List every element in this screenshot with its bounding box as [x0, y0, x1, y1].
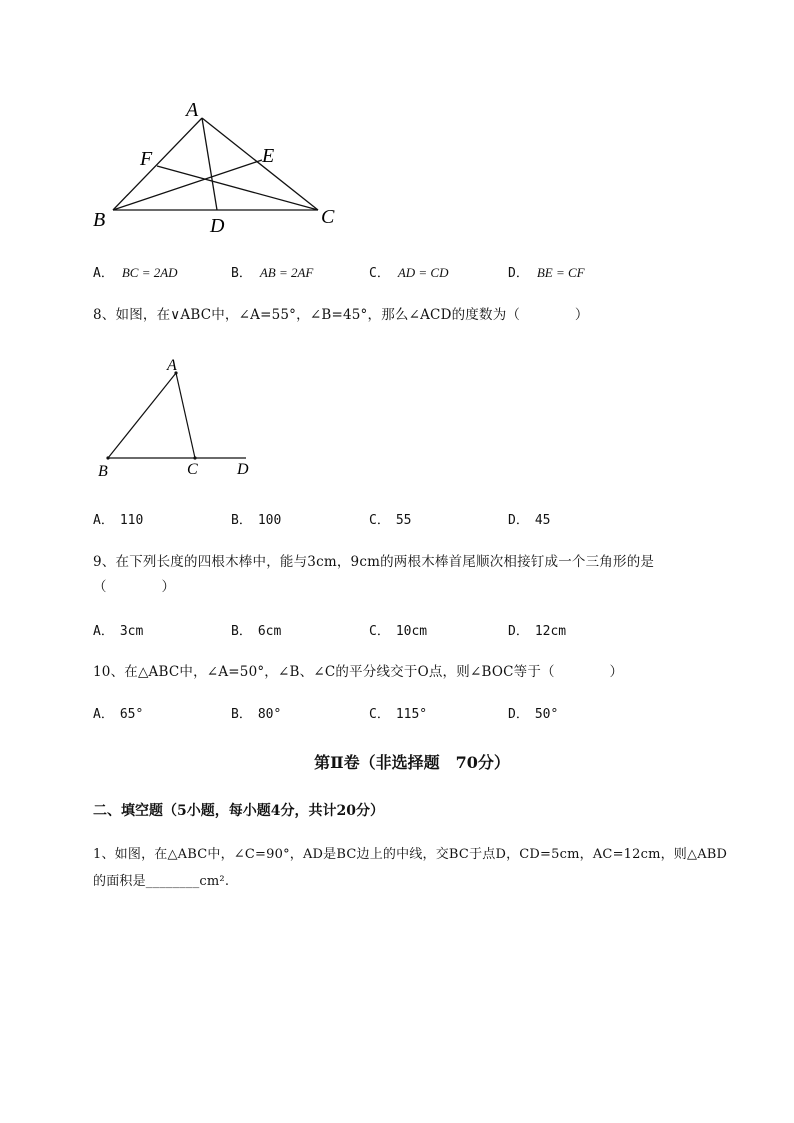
q7-option-b: B． AB = 2AF	[231, 265, 314, 281]
fill-q1-line1: 1、如图，在△ABC中，∠C=90°，AD是BC边上的中线，交BC于点D，CD=5cm，AC=12cm，则△ABD	[93, 847, 728, 862]
q10-option-d: D． 50°	[508, 707, 559, 722]
q9-stem-line1: 9、在下列长度的四根木棒中，能与3cm，9cm的两根木棒首尾顺次相接钉成一个三角形的是	[93, 554, 655, 570]
label-e: E	[262, 145, 275, 167]
figure-triangle-cevians	[85, 95, 355, 240]
part2-title: 第Ⅱ卷（非选择题 70分）	[314, 753, 510, 772]
label-a: A	[186, 99, 199, 121]
q10-option-a: A． 65°	[93, 707, 144, 722]
q9-option-b: B． 6cm	[231, 624, 282, 639]
segment-ad	[202, 118, 217, 210]
segment-cf	[157, 166, 318, 210]
q7-option-d: D． BE = CF	[508, 265, 585, 281]
segment-ab	[113, 118, 202, 210]
q7-option-a: A． BC = 2AD	[93, 265, 178, 281]
label-c: C	[321, 206, 335, 228]
q8-option-b: B． 100	[231, 513, 282, 528]
label-b: B	[98, 463, 108, 480]
part2-section-heading: 二、填空题（5小题，每小题4分，共计20分）	[93, 803, 384, 819]
q9-option-a: A． 3cm	[93, 624, 144, 639]
figure-exterior-angle	[95, 352, 265, 482]
label-f: F	[140, 148, 153, 170]
label-b: B	[93, 209, 106, 231]
q9-stem-line2: （ ）	[93, 579, 176, 595]
q9-option-d: D． 12cm	[508, 624, 567, 639]
q8-stem: 8、如图，在∨ABC中，∠A=55°，∠B=45°，那么∠ACD的度数为（ ）	[93, 307, 589, 323]
q10-option-b: B． 80°	[231, 707, 282, 722]
q10-stem: 10、在△ABC中，∠A=50°，∠B、∠C的平分线交于O点，则∠BOC等于（ ）	[93, 664, 624, 680]
q9-option-c: C． 10cm	[369, 624, 428, 639]
segment-be	[113, 160, 262, 210]
q8-option-a: A． 110	[93, 513, 144, 528]
q8-option-d: D． 45	[508, 513, 551, 528]
label-c: C	[187, 461, 198, 478]
segment-ac	[176, 373, 195, 458]
segment-ac	[202, 118, 318, 210]
fill-q1-line2: 的面积是________cm².	[93, 874, 230, 889]
label-a: A	[167, 357, 177, 374]
q8-option-c: C． 55	[369, 513, 412, 528]
segment-ab	[108, 373, 176, 458]
q7-option-c: C． AD = CD	[369, 265, 449, 281]
label-d: D	[237, 461, 249, 478]
q10-option-c: C． 115°	[369, 707, 428, 722]
label-d: D	[210, 215, 225, 237]
